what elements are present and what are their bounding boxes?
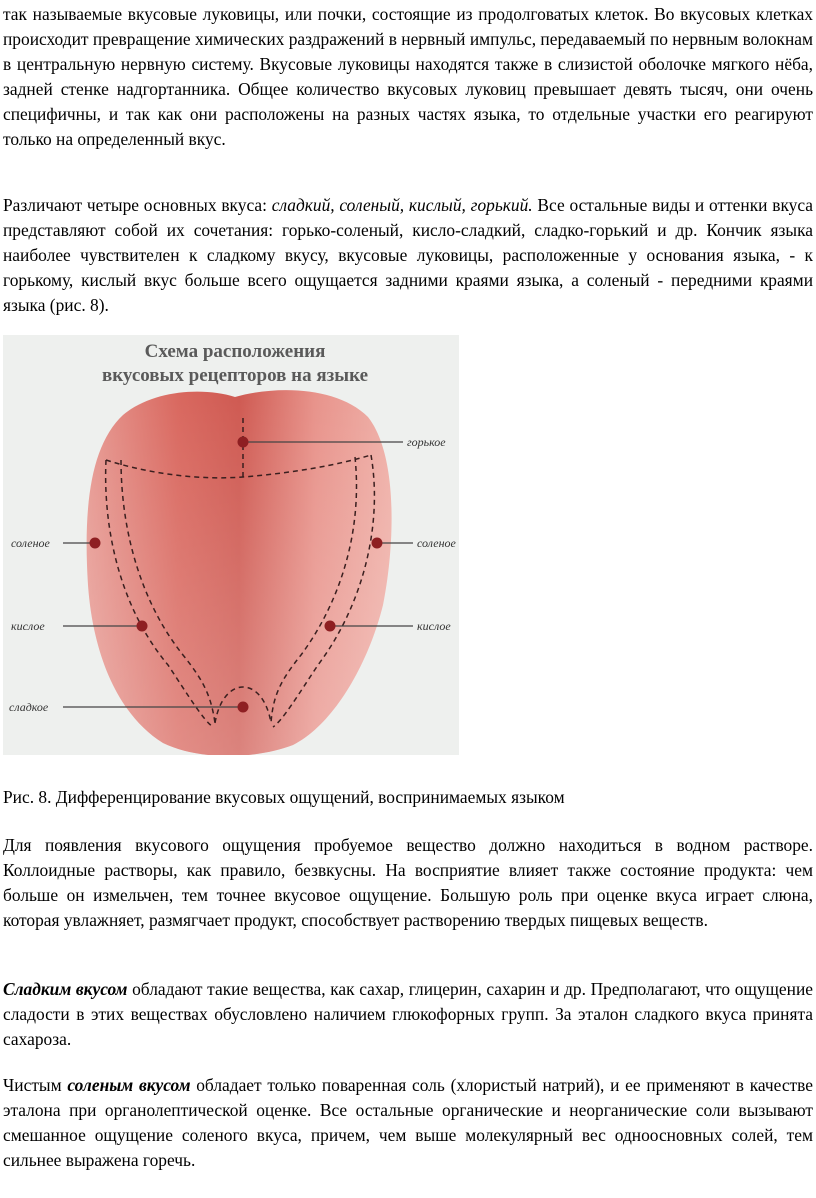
figure-caption: Рис. 8. Дифференцирование вкусовых ощущений, воспринимаемых языком	[3, 787, 565, 807]
bold-sweet-term: Сладким вкусом	[3, 979, 128, 999]
italic-taste-list: сладкий, соленый, кислый, горький.	[271, 195, 533, 215]
text-run: обладают такие вещества, как сахар, глицерин, сахарин и др. Предполагают, что ощущение сладости в этих веществах обусловлено наличием глюкофорных групп. За эталон сладкого вкуса принята сахароза.	[3, 979, 813, 1049]
paragraph-taste-conditions: Для появления вкусового ощущения пробуемое вещество должно находиться в водном растворе. Коллоидные растворы, как правило, безвкусны. На восприятие влияет также состояние продукта: чем больше он измельчен, тем точнее вкусовое ощущение. Большую роль при оценке вкуса играет слюна, которая увлажняет, размягчает продукт, способствует растворению твердых пищевых веществ.	[3, 835, 813, 930]
label-sweet: сладкое	[9, 700, 49, 714]
paragraph-taste-buds: так называемые вкусовые луковицы, или почки, состоящие из продолговатых клеток. Во вкусовых клетках происходит превращение химических раздражений в нервный импульс, передаваемый по нервным волокнам в центральную нервную систему. Вкусовые луковицы находятся также в слизистой оболочке мягкого нёба, задней стенке надгортанника. Общее количество вкусовых луковиц превышает девять тысяч, они очень специфичны, и так как они расположены на разных частях языка, то отдельные участки его реагируют только на определенный вкус.	[3, 4, 813, 149]
figure-title-line1: Схема расположения	[144, 341, 326, 362]
paragraph-basic-tastes	[3, 193, 813, 318]
tongue-diagram	[3, 335, 459, 755]
bold-salty-term: соленым вкусом	[67, 1075, 191, 1095]
sweet-receptor-dot	[238, 702, 249, 713]
tongue-figure	[3, 335, 459, 755]
text-run: обладает только поваренная соль (хлористый натрий), и ее применяют в качестве эталона при органолептической оценке. Все остальные органические и неорганические соли вызывают смешанное ощущение соленого вкуса, причем, чем выше молекулярный вес одноосновных солей, тем сильнее выражена горечь.	[3, 1075, 813, 1170]
salty-right-receptor-dot	[372, 538, 383, 549]
sour-left-receptor-dot	[137, 621, 148, 632]
paragraph-salty-taste	[3, 1073, 813, 1173]
paragraph-sweet-taste	[3, 977, 813, 1052]
label-bitter: горькое	[407, 435, 446, 449]
label-salty-left: соленое	[11, 536, 50, 550]
text-run: Различают четыре основных вкуса:	[3, 195, 272, 215]
salty-left-receptor-dot	[90, 538, 101, 549]
text-run: Все остальные виды и оттенки вкуса представляют собой их сочетания: горько-соленый, кисло-сладкий, сладко-горький и др. Кончик языка наиболее чувствителен к сладкому вкусу, вкусовые луковицы, расположенные у основания языка, - к горькому, кислый вкус больше всего ощущается задними краями языка, а соленый - передними краями языка (рис. 8).	[3, 195, 814, 315]
label-salty-right: соленое	[417, 536, 456, 550]
text-run: Чистым	[3, 1075, 68, 1095]
bitter-receptor-dot	[238, 437, 249, 448]
label-sour-right: кислое	[417, 619, 451, 633]
figure-title-line2: вкусовых рецепторов на языке	[101, 365, 369, 386]
label-sour-left: кислое	[11, 619, 45, 633]
sour-right-receptor-dot	[325, 621, 336, 632]
